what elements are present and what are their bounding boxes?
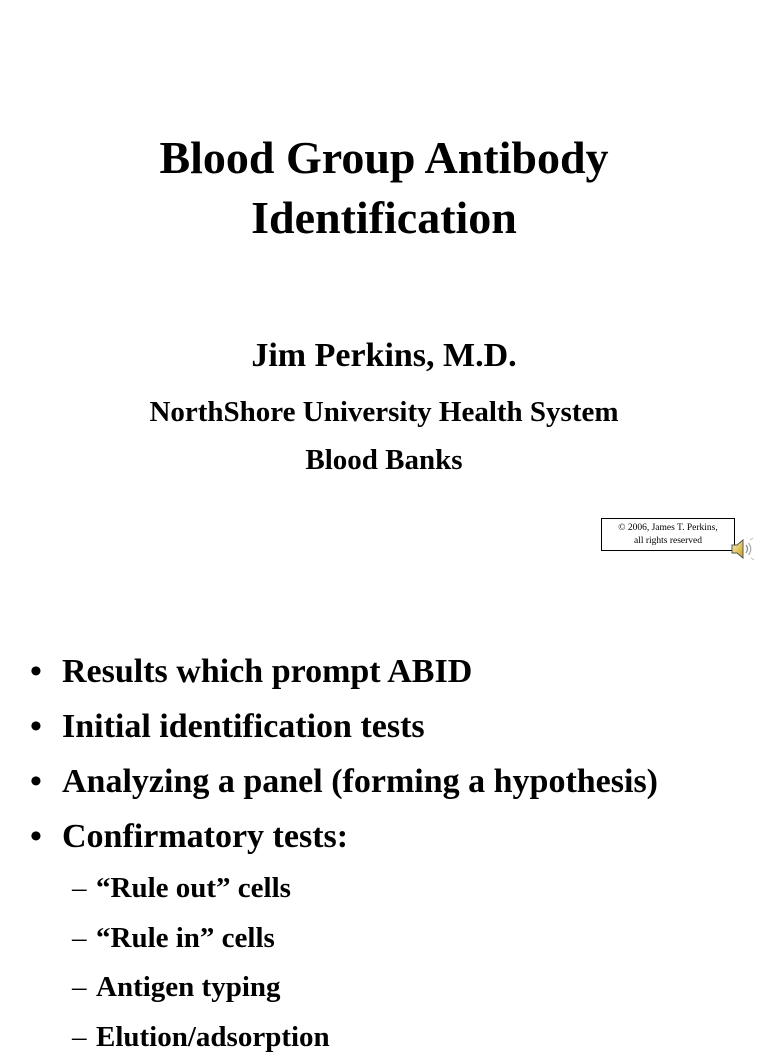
sub-bullet-group	[30, 864, 768, 1062]
bullet-item	[30, 754, 768, 809]
organization-line-1: NorthShore University Health System	[0, 388, 768, 436]
bullet-item	[30, 644, 768, 699]
bullet-text: Analyzing a panel (forming a hypothesis)	[62, 763, 658, 800]
bullet-list	[30, 644, 768, 1062]
organization	[0, 388, 768, 484]
bullet-marker: •	[30, 699, 42, 754]
bullet-item	[30, 699, 768, 754]
sub-bullet-marker: –	[72, 914, 87, 964]
bullet-marker: •	[30, 644, 42, 699]
copyright-notice	[601, 518, 735, 551]
sub-bullet-text: “Rule out” cells	[96, 872, 291, 904]
sub-bullet-marker: –	[72, 1013, 87, 1062]
bullet-text: Initial identification tests	[62, 708, 425, 745]
author-name: Jim Perkins, M.D.	[0, 334, 768, 378]
organization-line-2: Blood Banks	[0, 436, 768, 484]
sub-bullet-text: Elution/adsorption	[96, 1021, 330, 1053]
bullet-marker: •	[30, 754, 42, 809]
sub-bullet-item	[30, 963, 768, 1013]
bullet-text: Results which prompt ABID	[62, 653, 472, 690]
title-line-1: Blood Group Antibody	[0, 128, 768, 188]
sub-bullet-marker: –	[72, 963, 87, 1013]
sub-bullet-text: Antigen typing	[96, 971, 281, 1003]
copyright-line-2: all rights reserved	[602, 535, 734, 548]
sub-bullet-list	[30, 864, 768, 1062]
sub-bullet-item	[30, 1013, 768, 1062]
sub-bullet-item	[30, 864, 768, 914]
copyright-line-1: © 2006, James T. Perkins,	[602, 522, 734, 535]
sub-bullet-item	[30, 914, 768, 964]
slide-title	[0, 128, 768, 248]
sub-bullet-marker: –	[72, 864, 87, 914]
bullet-marker: •	[30, 809, 42, 864]
bullet-item	[30, 809, 768, 864]
sub-bullet-text: “Rule in” cells	[96, 922, 275, 954]
speaker-icon[interactable]	[729, 536, 755, 562]
bullet-text: Confirmatory tests:	[62, 818, 348, 855]
title-line-2: Identification	[0, 188, 768, 248]
